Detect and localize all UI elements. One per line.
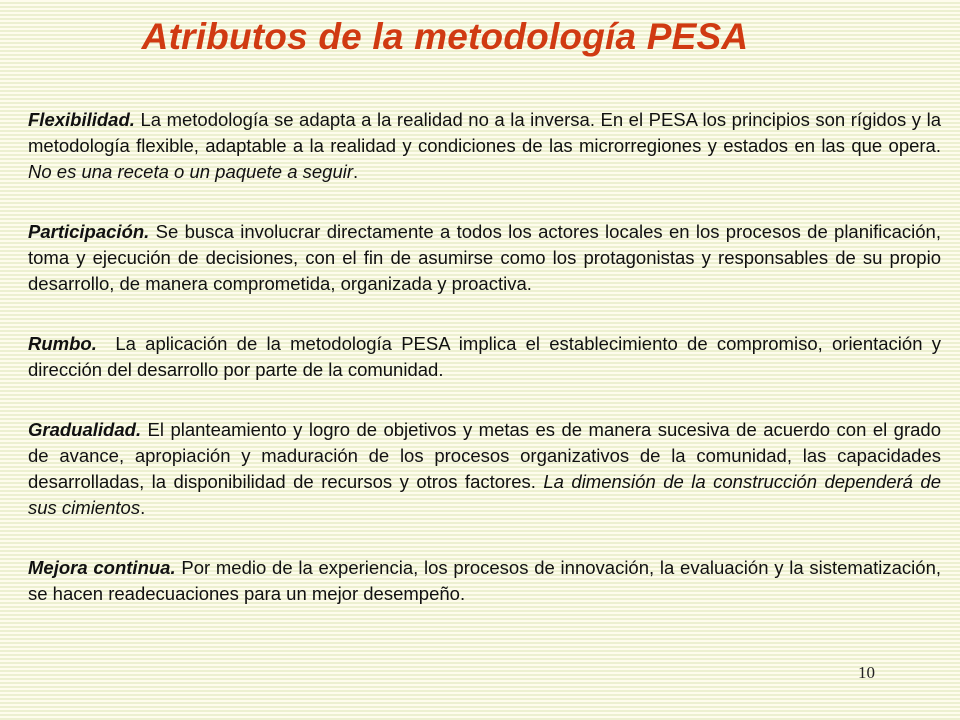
attribute-term: Participación.	[28, 221, 150, 242]
attribute-term: Rumbo.	[28, 333, 97, 354]
attribute-tail: .	[353, 161, 359, 182]
page-number: 10	[858, 663, 875, 682]
attribute-term: Gradualidad.	[28, 419, 142, 440]
attributes-list	[28, 107, 947, 641]
attribute-text: La aplicación de la metodología PESA implica el establecimiento de compromiso, orientación y dirección del desarrollo por parte de la comunidad.	[28, 333, 947, 380]
attribute-tail: .	[140, 497, 146, 518]
attribute-emphasis: No es una receta o un paquete a seguir	[28, 161, 354, 182]
attribute-term: Flexibilidad.	[28, 109, 135, 130]
attribute-flexibilidad	[28, 107, 941, 185]
attribute-participacion	[28, 219, 941, 297]
attribute-emphasis: La dimensión de la construcción dependerá de sus cimientos	[28, 471, 941, 518]
attribute-gradualidad	[28, 417, 941, 521]
attribute-mejora-continua	[28, 555, 941, 607]
attribute-term: Mejora continua.	[28, 557, 176, 578]
attribute-text: Por medio de la experiencia, los procesos de innovación, la evaluación y la sistematización, se hacen readecuaciones para un mejor desempeño.	[28, 557, 941, 604]
attribute-text: La metodología se adapta a la realidad no a la inversa. En el PESA los principios son rígidos y la metodología flexible, adaptable a la realidad y condiciones de las microrregiones y estados en las que opera.	[28, 109, 941, 156]
slide-title: Atributos de la metodología PESA	[141, 16, 749, 57]
attribute-text: El planteamiento y logro de objetivos y metas es de manera sucesiva de acuerdo con el grado de avance, apropiación y maduración de los procesos organizativos de la comunidad, las capacidades desarrolladas, la disponibilidad de recursos y otros factores.	[28, 419, 941, 492]
attribute-rumbo	[28, 331, 947, 383]
attribute-text: Se busca involucrar directamente a todos los actores locales en los procesos de planificación, toma y ejecución de decisiones, con el fin de asumirse como los protagonistas y responsables de su propio desarrollo, de manera comprometida, organizada y proactiva.	[28, 221, 941, 294]
